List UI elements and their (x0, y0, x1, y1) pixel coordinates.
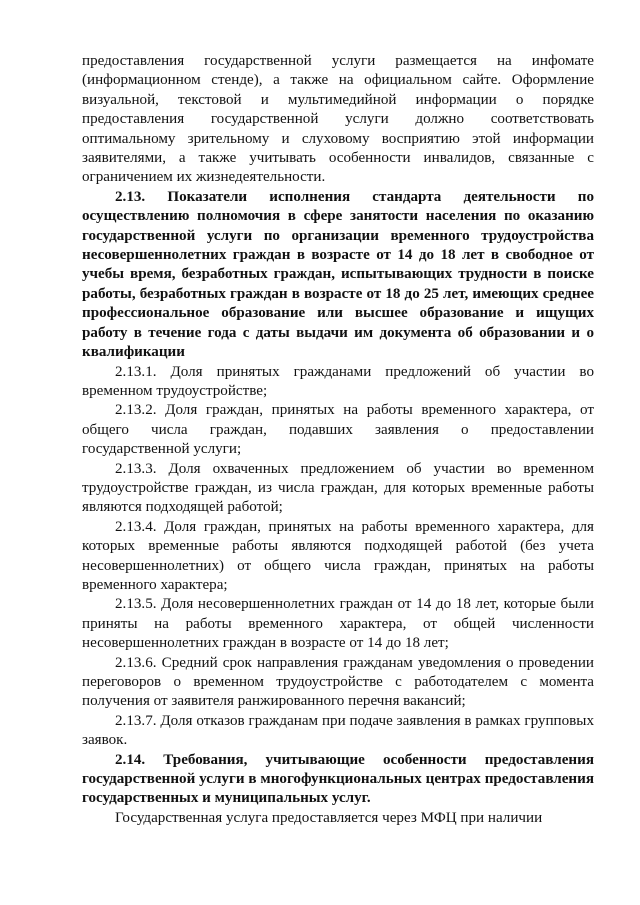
paragraph-mfc: Государственная услуга предоставляется через МФЦ при наличии (115, 809, 543, 826)
item-2-13-6: 2.13.6. Средний срок направления гражданам уведомления о проведении переговоров о временном трудоустройстве с работодателем с момента получения от заявителя ранжированного перечня вакансий; (82, 654, 594, 710)
item-2-13-3: 2.13.3. Доля охваченных предложением об участии во временном трудоустройстве граждан, из числа граждан, для которых временные работы являются подходящей работой; (82, 460, 594, 516)
item-2-13-4: 2.13.4. Доля граждан, принятых на работы временного характера, для которых временные работы являются подходящей работой (без учета несовершеннолетних) от общего числа граждан, принятых на работы временного характера; (82, 518, 594, 593)
item-2-13-7: 2.13.7. Доля отказов гражданам при подаче заявления в рамках групповых заявок. (82, 712, 594, 749)
section-heading-2-14: 2.14. Требования, учитывающие особенности предоставления государственной услуги в многофункциональных центрах предоставления государственных и муниципальных услуг. (82, 751, 594, 807)
item-2-13-1: 2.13.1. Доля принятых гражданами предложений об участии во временном трудоустройстве; (82, 363, 594, 399)
item-2-13-2: 2.13.2. Доля граждан, принятых на работы временного характера, от общего числа граждан, подавших заявления о предоставлении государственной услуги; (82, 402, 594, 458)
paragraph-intro: предоставления государственной услуги размещается на инфомате (информационном стенде), а также на официальном сайте. Оформление визуальной, текстовой и мультимедийной информации о порядке предоставления государственной услуги должно соответствовать оптимальному зрительному и слуховому восприятию этой информации заявителями, а также учитывать особенности инвалидов, связанные с ограничением их жизнедеятельности. (82, 53, 594, 186)
item-2-13-5: 2.13.5. Доля несовершеннолетних граждан от 14 до 18 лет, которые были приняты на работы временного характера, от общей численности несовершеннолетних граждан в возрасте от 14 до 18 лет; (82, 596, 594, 652)
section-heading-2-13: 2.13. Показатели исполнения стандарта деятельности по осуществлению полномочия в сфере занятости населения по оказанию государственной услуги по организации временного трудоустройства несовершеннолетних граждан в возрасте от 14 до 18 лет в свободное от учебы время, безработных граждан, испытывающих трудности в поиске работы, безработных граждан в возрасте от 18 до 25 лет, имеющих среднее профессиональное образование или высшее образование и ищущих работу в течение года с даты выдачи им документа об образовании и о квалификации (82, 188, 594, 361)
